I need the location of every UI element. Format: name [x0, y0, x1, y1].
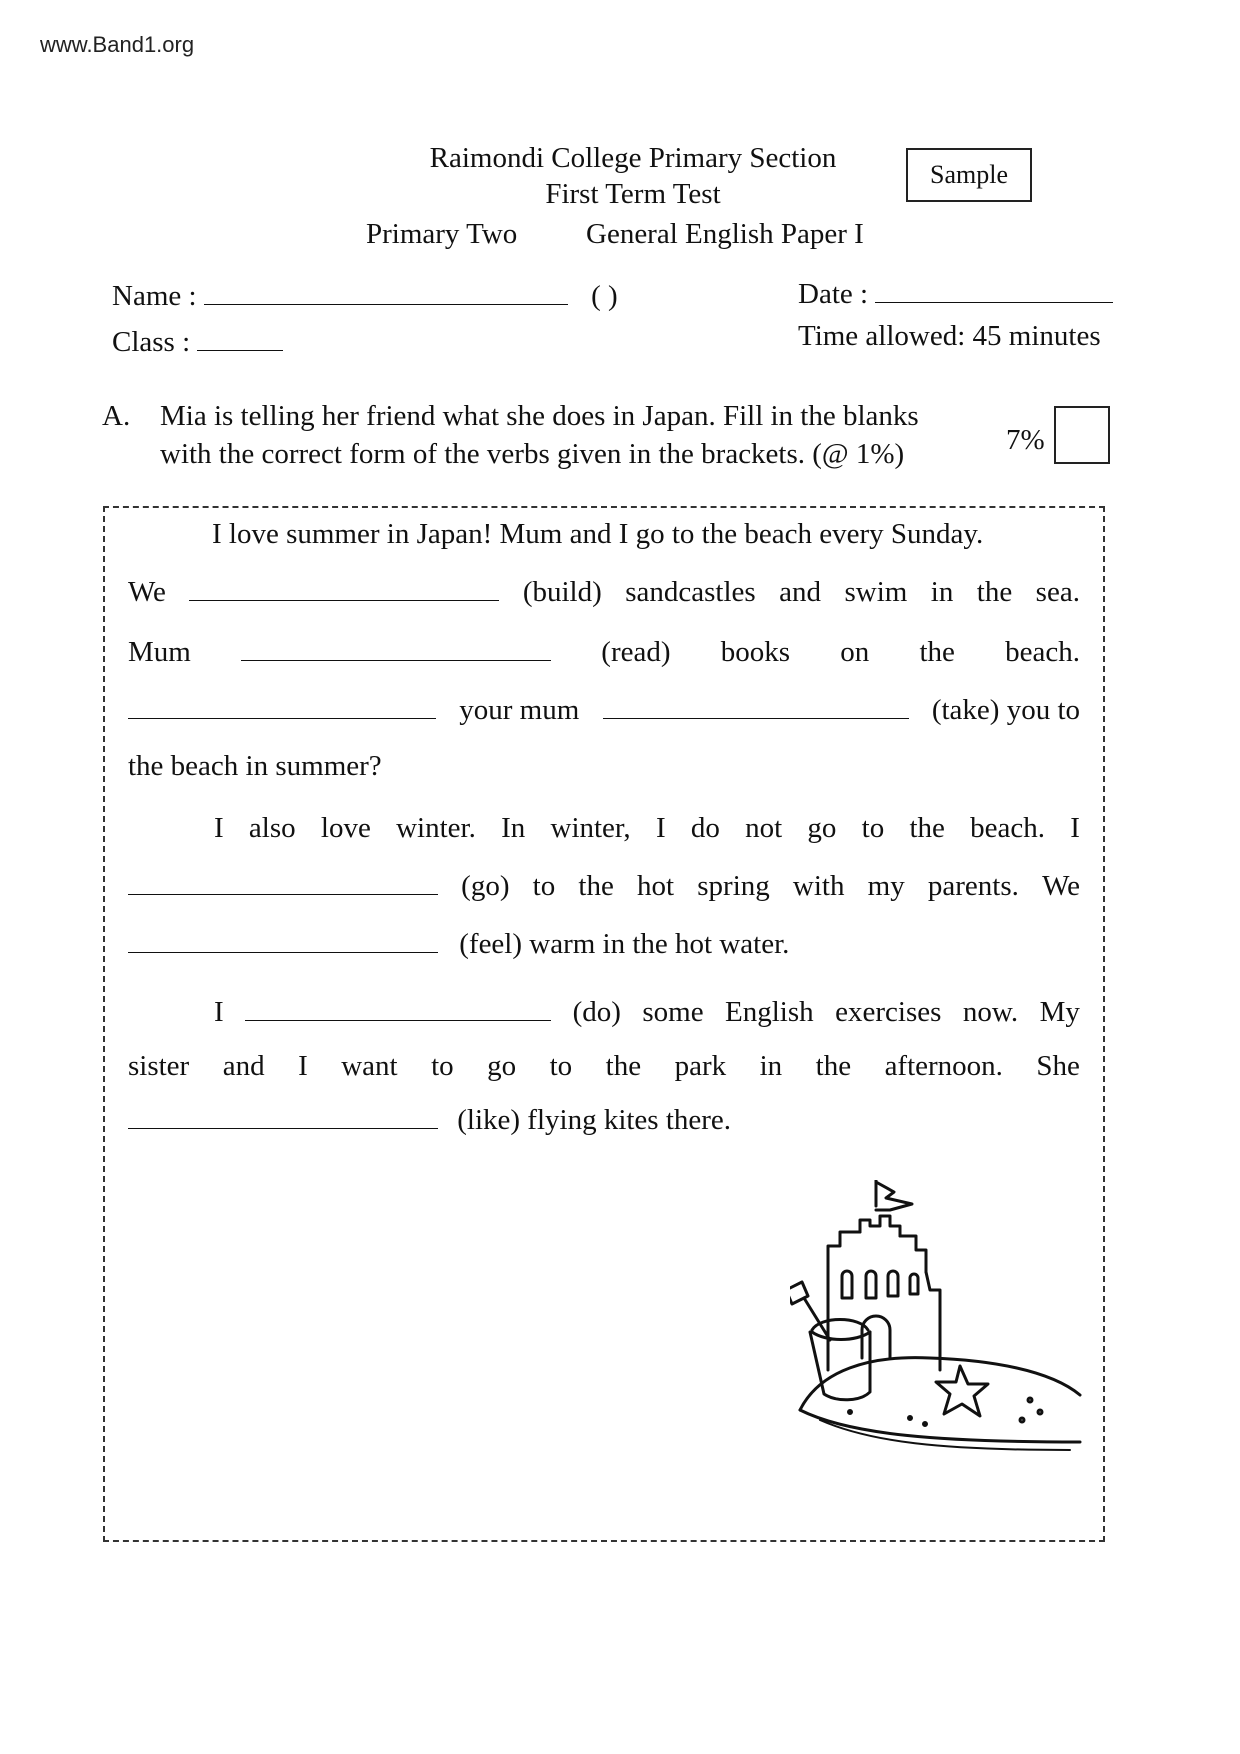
- time-allowed: Time allowed: 45 minutes: [798, 320, 1101, 352]
- test-name: First Term Test: [545, 178, 721, 210]
- word: I: [214, 812, 224, 844]
- word: on: [840, 636, 870, 668]
- passage-row-do: [214, 996, 1080, 1029]
- site-url: www.Band1.org: [40, 32, 195, 57]
- blank-feel[interactable]: [128, 951, 438, 953]
- passage-row-like: [128, 1104, 731, 1137]
- passage-row-go: [128, 870, 1080, 903]
- blank-take-2[interactable]: [603, 717, 909, 719]
- school-name: Raimondi College Primary Section: [429, 142, 837, 174]
- passage-p3-line2: [128, 1050, 1080, 1083]
- date-input[interactable]: [875, 301, 1113, 303]
- word: now.: [962, 996, 1019, 1028]
- word: go: [807, 812, 837, 844]
- paper-label: General English Paper I: [586, 218, 864, 250]
- word: My: [1039, 996, 1080, 1028]
- word: beach.: [970, 812, 1046, 844]
- word: hot: [637, 870, 675, 902]
- blank-build[interactable]: [189, 599, 499, 601]
- instruction-line-2: with the correct form of the verbs given in the brackets. (@ 1%): [160, 438, 905, 470]
- verb-feel: (feel) warm in the hot water.: [459, 928, 790, 960]
- word: go: [487, 1050, 517, 1082]
- word: to: [532, 870, 556, 902]
- blank-do[interactable]: [245, 1019, 551, 1021]
- word-we: We: [128, 576, 166, 608]
- word: to: [549, 1050, 573, 1082]
- word: winter.: [396, 812, 476, 844]
- class-label: Class :: [112, 326, 191, 358]
- verb-do: (do): [572, 996, 621, 1028]
- word: the: [976, 576, 1013, 608]
- word: We: [1042, 870, 1080, 902]
- word: want: [341, 1050, 398, 1082]
- word: the: [919, 636, 955, 668]
- word: and: [222, 1050, 265, 1082]
- passage-row-feel: [128, 928, 789, 961]
- marks-label: 7%: [1006, 424, 1045, 456]
- word: some: [642, 996, 704, 1028]
- word: with: [792, 870, 845, 902]
- word-i: I: [214, 996, 224, 1028]
- score-box[interactable]: [1054, 406, 1110, 464]
- word: winter,: [550, 812, 631, 844]
- word: in: [930, 576, 954, 608]
- word: I: [298, 1050, 308, 1082]
- word: also: [248, 812, 296, 844]
- word: love: [320, 812, 371, 844]
- word: English: [725, 996, 814, 1028]
- word: In: [501, 812, 526, 844]
- word: spring: [697, 870, 770, 902]
- word: swim: [844, 576, 908, 608]
- blank-read[interactable]: [241, 659, 551, 661]
- section-a-letter: A.: [102, 400, 131, 432]
- word: books: [720, 636, 791, 668]
- passage-p2-line1: [214, 812, 1080, 845]
- word: sea.: [1035, 576, 1080, 608]
- word: my: [867, 870, 905, 902]
- class-number-brackets: ( ): [591, 280, 618, 312]
- verb-go: (go): [461, 870, 510, 902]
- word: to: [431, 1050, 454, 1082]
- word: beach.: [1005, 636, 1080, 668]
- verb-like: (like) flying kites there.: [457, 1104, 732, 1136]
- date-label: Date :: [798, 278, 869, 310]
- word: and: [779, 576, 822, 608]
- sandcastle-illustration: [790, 1180, 1090, 1460]
- word: sister: [128, 1050, 190, 1082]
- instruction-line-1: Mia is telling her friend what she does in Japan. Fill in the blanks: [160, 400, 919, 432]
- word: the: [605, 1050, 642, 1082]
- word: the: [578, 870, 614, 902]
- word: to: [861, 812, 885, 844]
- word: I: [655, 812, 666, 844]
- blank-go[interactable]: [128, 893, 438, 895]
- words-your-mum: your mum: [459, 694, 580, 726]
- word: in: [759, 1050, 783, 1082]
- passage-row-read: [128, 636, 1080, 669]
- verb-read: (read): [601, 636, 671, 668]
- word: exercises: [835, 996, 942, 1028]
- verb-build: (build): [522, 576, 602, 608]
- class-field: [112, 326, 283, 359]
- word: not: [745, 812, 783, 844]
- date-field: [798, 278, 1113, 311]
- word: park: [674, 1050, 727, 1082]
- name-input[interactable]: [204, 303, 568, 305]
- sample-badge: Sample: [906, 148, 1032, 202]
- verb-take: (take) you to: [931, 694, 1080, 726]
- word: afternoon.: [884, 1050, 1003, 1082]
- passage-row-take: [128, 694, 1080, 727]
- word: the: [909, 812, 945, 844]
- level-label: Primary Two: [366, 218, 518, 250]
- class-input[interactable]: [197, 349, 283, 351]
- name-field: [112, 280, 618, 313]
- blank-like[interactable]: [128, 1127, 438, 1129]
- name-label: Name :: [112, 280, 197, 312]
- blank-take-1[interactable]: [128, 717, 436, 719]
- word: sandcastles: [625, 576, 756, 608]
- word: the: [815, 1050, 852, 1082]
- word: She: [1036, 1050, 1080, 1082]
- passage-p1-last: the beach in summer?: [128, 750, 382, 782]
- word: parents.: [927, 870, 1019, 902]
- passage-row-build: [128, 576, 1080, 609]
- word: I: [1070, 812, 1080, 844]
- passage-p1-line1: I love summer in Japan! Mum and I go to the beach every Sunday.: [212, 518, 984, 550]
- word-mum: Mum: [128, 636, 191, 668]
- word: do: [690, 812, 720, 844]
